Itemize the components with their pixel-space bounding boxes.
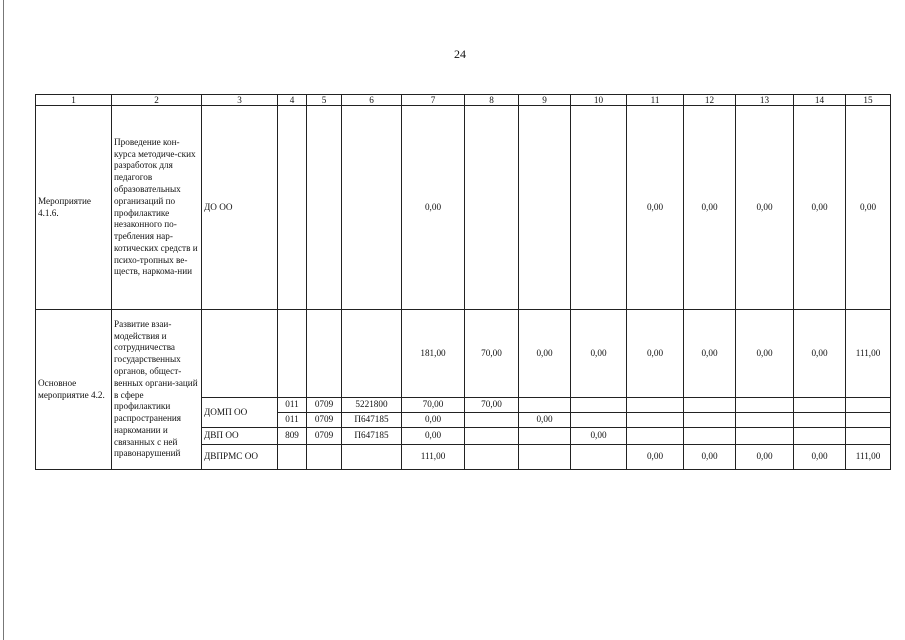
- col-header-11: 11: [627, 95, 684, 106]
- col-header-10: 10: [571, 95, 627, 106]
- value-cell: 0,00: [402, 428, 465, 445]
- empty-cell: [846, 428, 891, 445]
- empty-cell: [278, 106, 307, 310]
- empty-cell: [307, 445, 342, 470]
- value-cell: 111,00: [402, 445, 465, 470]
- table-row: [36, 310, 891, 398]
- empty-cell: [684, 413, 736, 428]
- col-header-4: 4: [278, 95, 307, 106]
- value-cell: 111,00: [846, 310, 891, 398]
- empty-cell: [684, 398, 736, 413]
- col-header-15: 15: [846, 95, 891, 106]
- value-cell: 0,00: [736, 106, 794, 310]
- value-cell: 0,00: [571, 310, 627, 398]
- value-cell: 0,00: [736, 310, 794, 398]
- empty-cell: [571, 398, 627, 413]
- col-header-7: 7: [402, 95, 465, 106]
- empty-cell: [519, 398, 571, 413]
- empty-cell: [465, 445, 519, 470]
- col-header-9: 9: [519, 95, 571, 106]
- value-cell: 0,00: [794, 445, 846, 470]
- empty-cell: [342, 106, 402, 310]
- empty-cell: [736, 428, 794, 445]
- empty-cell: [846, 398, 891, 413]
- empty-cell: [736, 398, 794, 413]
- program-table: [35, 94, 891, 470]
- value-cell: 0,00: [519, 413, 571, 428]
- code-cell: 0709: [307, 428, 342, 445]
- empty-cell: [519, 445, 571, 470]
- empty-cell: [846, 413, 891, 428]
- empty-cell: [342, 445, 402, 470]
- empty-cell: [202, 310, 278, 398]
- code-cell: П647185: [342, 413, 402, 428]
- executor-cell: ДВПРМС ОО: [202, 445, 278, 470]
- executor-cell: ДОМП ОО: [202, 398, 278, 428]
- col-header-2: 2: [112, 95, 202, 106]
- empty-cell: [684, 428, 736, 445]
- col-header-13: 13: [736, 95, 794, 106]
- empty-cell: [794, 398, 846, 413]
- value-cell: 0,00: [627, 106, 684, 310]
- value-cell: 181,00: [402, 310, 465, 398]
- col-header-1: 1: [36, 95, 112, 106]
- col-header-5: 5: [307, 95, 342, 106]
- activity-description: Развитие взаи-модействия и сотрудничества государственных органов, общест-венных органи-заций в сфере профилактики распространения наркомании и связанных с ней правонарушений: [112, 310, 202, 470]
- value-cell: 0,00: [627, 445, 684, 470]
- col-header-8: 8: [465, 95, 519, 106]
- value-cell: 0,00: [794, 310, 846, 398]
- col-header-6: 6: [342, 95, 402, 106]
- col-header-3: 3: [202, 95, 278, 106]
- empty-cell: [465, 428, 519, 445]
- page-number: 24: [454, 47, 466, 61]
- empty-cell: [519, 106, 571, 310]
- executor-cell: ДО ОО: [202, 106, 278, 310]
- value-cell: 0,00: [736, 445, 794, 470]
- value-cell: 0,00: [627, 310, 684, 398]
- value-cell: 70,00: [402, 398, 465, 413]
- table-row: [36, 106, 891, 310]
- activity-name: Основное мероприятие 4.2.: [36, 310, 112, 470]
- value-cell: 0,00: [684, 310, 736, 398]
- value-cell: 0,00: [684, 106, 736, 310]
- value-cell: 111,00: [846, 445, 891, 470]
- empty-cell: [571, 445, 627, 470]
- code-cell: 011: [278, 398, 307, 413]
- empty-cell: [571, 106, 627, 310]
- page-margin-line: [3, 0, 4, 640]
- value-cell: 0,00: [684, 445, 736, 470]
- value-cell: 0,00: [571, 428, 627, 445]
- code-cell: 011: [278, 413, 307, 428]
- col-header-14: 14: [794, 95, 846, 106]
- value-cell: 70,00: [465, 310, 519, 398]
- code-cell: 5221800: [342, 398, 402, 413]
- column-number-row: [36, 95, 891, 106]
- executor-cell: ДВП ОО: [202, 428, 278, 445]
- empty-cell: [278, 445, 307, 470]
- empty-cell: [465, 106, 519, 310]
- empty-cell: [736, 413, 794, 428]
- code-cell: 809: [278, 428, 307, 445]
- empty-cell: [571, 413, 627, 428]
- value-cell: 0,00: [846, 106, 891, 310]
- empty-cell: [627, 398, 684, 413]
- empty-cell: [278, 310, 307, 398]
- value-cell: 70,00: [465, 398, 519, 413]
- empty-cell: [627, 428, 684, 445]
- empty-cell: [307, 106, 342, 310]
- code-cell: 0709: [307, 413, 342, 428]
- empty-cell: [342, 310, 402, 398]
- value-cell: 0,00: [402, 413, 465, 428]
- activity-name: Мероприятие 4.1.6.: [36, 106, 112, 310]
- code-cell: 0709: [307, 398, 342, 413]
- value-cell: 0,00: [402, 106, 465, 310]
- empty-cell: [519, 428, 571, 445]
- col-header-12: 12: [684, 95, 736, 106]
- value-cell: 0,00: [794, 106, 846, 310]
- value-cell: 0,00: [519, 310, 571, 398]
- empty-cell: [794, 428, 846, 445]
- code-cell: П647185: [342, 428, 402, 445]
- activity-description: Проведение кон-курса методиче-ских разработок для педагогов образовательных организаций по профилактике незаконного по-требления нар-котических средств и психо-тропных ве-ществ, наркома-нии: [112, 106, 202, 310]
- empty-cell: [465, 413, 519, 428]
- empty-cell: [627, 413, 684, 428]
- empty-cell: [307, 310, 342, 398]
- empty-cell: [794, 413, 846, 428]
